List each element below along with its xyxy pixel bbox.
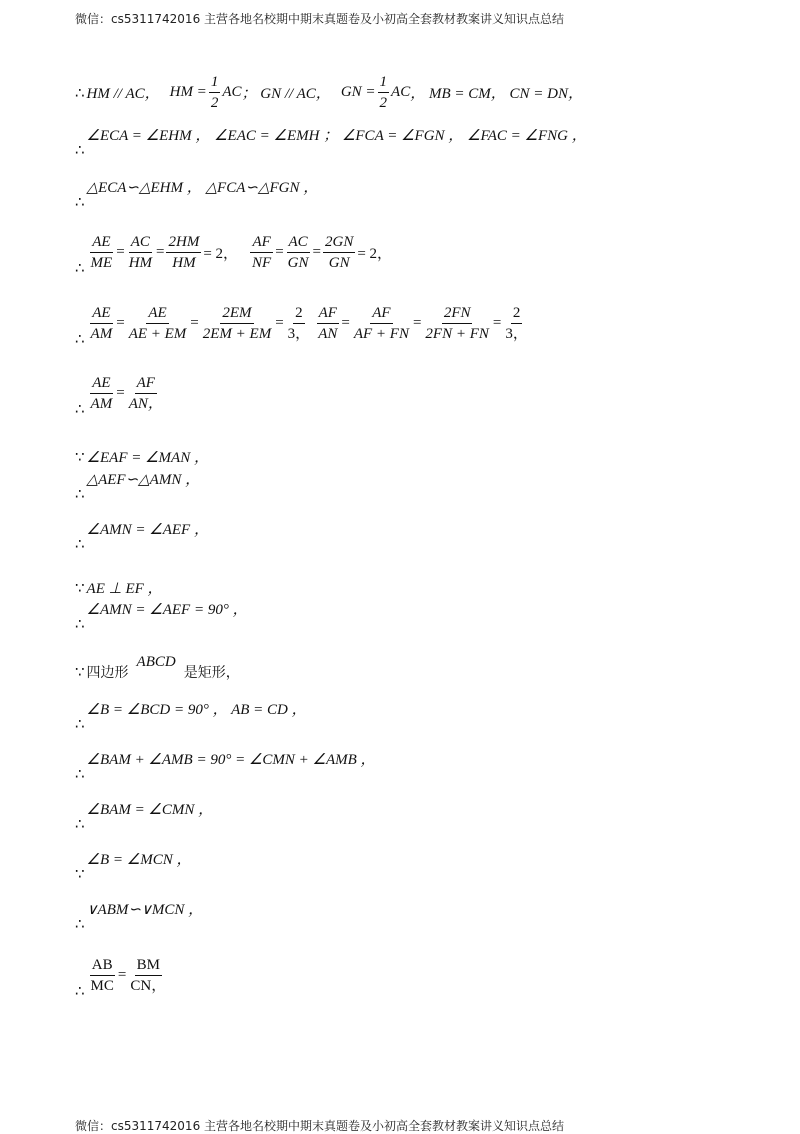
numerator: AF: [370, 303, 392, 324]
fraction: [250, 232, 273, 273]
equation: ∠AMN = ∠AEF = 90° ，: [86, 602, 248, 618]
numerator: AE: [90, 232, 112, 253]
denominator: AF + FN: [353, 326, 409, 342]
numerator: AE: [90, 373, 112, 394]
fraction: [209, 72, 221, 113]
therefore-symbol: ∴: [75, 535, 85, 553]
because-symbol: ∵: [75, 578, 85, 597]
text: 四边形: [86, 665, 129, 681]
because-symbol: ∵: [75, 663, 85, 681]
equation: ∠ECA = ∠EHM ， ∠EAC = ∠EMH ； ∠FCA = ∠FGN ， ∠FAC = ∠FNG ，: [86, 128, 587, 144]
because-symbol: ∵: [75, 865, 85, 883]
proof-line-15: [75, 802, 214, 833]
denominator: NF: [252, 255, 272, 271]
proof-line-12: [75, 653, 240, 682]
text: ； GN // AC，: [241, 86, 331, 102]
text: AC: [391, 84, 411, 100]
proof-line-7: [75, 446, 209, 467]
equation: ∨ABM∽∨MCN ，: [86, 902, 204, 918]
proof-line-16: [75, 852, 192, 883]
fraction: [127, 373, 165, 414]
text: HM // AC，: [86, 86, 160, 102]
therefore-symbol: ∴: [75, 83, 85, 102]
denominator: AN，: [128, 396, 163, 412]
proof-line-11: [75, 602, 248, 633]
numerator: 2FN: [442, 303, 473, 324]
fraction: [352, 303, 411, 344]
therefore-symbol: ∴: [75, 915, 85, 933]
equation: ∠BAM + ∠AMB = 90° = ∠CMN + ∠AMB ，: [86, 752, 376, 768]
result: = 2，: [357, 246, 393, 262]
equation: △ECA∽△EHM ， △FCA∽△FGN ，: [86, 180, 319, 196]
denominator: CN，: [130, 978, 167, 994]
numerator: AE: [146, 303, 168, 324]
numerator: 2: [511, 303, 523, 324]
therefore-symbol: ∴: [75, 765, 85, 783]
text: AC: [222, 84, 242, 100]
fraction: [378, 72, 390, 113]
therefore-symbol: ∴: [75, 141, 85, 159]
therefore-symbol: ∴: [75, 259, 85, 277]
fraction: [316, 303, 339, 344]
fraction: [323, 232, 355, 273]
denominator: GN: [328, 255, 350, 271]
proof-line-5: ∴ $\frac{AE}{AM}$ = $\frac{AE}{AE + EM}$ = $\frac{2EM}{2EM + EM}$ = $\frac{2}{3,}$ $\frac{AF}{AN}$ = $\frac{AF}{AF + FN}$ = $\frac{2FN}{2FN + FN}$ = $\frac{2}{3,}$: [75, 305, 528, 348]
result: = 2，: [203, 246, 239, 262]
numerator: 2HM: [166, 232, 201, 253]
fraction: [89, 303, 115, 344]
proof-line-18: ∴ $\frac{AB}{MC}$ = $\frac{BM}{CN,}$: [75, 957, 167, 1000]
proof-line-10: [75, 577, 163, 598]
denominator: AM: [90, 326, 113, 342]
page-footer: 微信：cs5311742016 主营各地名校期中期末真题卷及小初高全套教材教案讲义知识点总结: [75, 1119, 565, 1133]
denominator: 3，: [287, 326, 311, 342]
proof-line-4: ∴ $\frac{AE}{ME}$ = $\frac{AC}{HM}$ = $\frac{2HM}{HM}$ = 2， $\frac{AF}{NF}$ = $\frac{AC}{GN}$ = $\frac{2GN}{GN}$ = 2，: [75, 234, 393, 277]
therefore-symbol: ∴: [75, 815, 85, 833]
numerator: AF: [250, 232, 272, 253]
numerator: 2GN: [323, 232, 355, 253]
denominator: 2EM + EM: [202, 326, 272, 342]
fraction: [89, 373, 115, 414]
proof-line-2: [75, 128, 587, 159]
proof-line-13: [75, 702, 307, 733]
denominator: 2: [379, 95, 388, 111]
numerator: AC: [129, 232, 152, 253]
numerator: 1: [378, 72, 390, 93]
therefore-symbol: ∴: [75, 615, 85, 633]
numerator: 1: [209, 72, 221, 93]
numerator: 2EM: [220, 303, 253, 324]
denominator: AM: [90, 396, 113, 412]
therefore-symbol: ∴: [75, 400, 85, 418]
fraction: [127, 303, 189, 344]
therefore-symbol: ∴: [75, 715, 85, 733]
therefore-symbol: ∴: [75, 193, 85, 211]
denominator: MC: [90, 978, 114, 994]
numerator: BM: [135, 955, 162, 976]
text: GN =: [340, 84, 376, 100]
denominator: 2: [210, 95, 219, 111]
text: HM =: [169, 84, 207, 100]
equation: ∠AMN = ∠AEF ，: [86, 522, 209, 538]
fraction: [286, 303, 313, 344]
fraction: [423, 303, 490, 344]
fraction: [286, 232, 311, 273]
therefore-symbol: ∴: [75, 485, 85, 503]
denominator: 3，: [505, 326, 528, 342]
equation: △AEF∽△AMN ，: [86, 472, 201, 488]
denominator: ME: [90, 255, 113, 271]
numerator: AF: [317, 303, 339, 324]
fraction: [89, 955, 116, 996]
proof-line-6: ∴ $\frac{AE}{AM}$ = $\frac{AF}{AN,}$: [75, 375, 163, 418]
denominator: AN: [318, 326, 338, 342]
numerator: AF: [135, 373, 157, 394]
fraction: [127, 232, 154, 273]
denominator: HM: [128, 255, 153, 271]
denominator: HM: [172, 255, 196, 271]
proof-line-14: [75, 752, 376, 783]
fraction: [201, 303, 273, 344]
proof-line-8: [75, 472, 201, 503]
equation: ∠B = ∠BCD = 90° ， AB = CD ，: [86, 702, 307, 718]
fraction: [89, 232, 115, 273]
text: ， MB = CM， CN = DN，: [410, 86, 583, 102]
proof-line-3: [75, 180, 319, 211]
denominator: GN: [287, 255, 309, 271]
because-symbol: ∵: [75, 447, 85, 466]
equation: ∠B = ∠MCN ，: [86, 852, 192, 868]
fraction: [166, 232, 201, 273]
denominator: 2FN + FN: [425, 326, 489, 342]
equation: AE ⊥ EF ，: [86, 581, 163, 597]
proof-line-1: [75, 72, 583, 113]
equation: ∠EAF = ∠MAN ，: [86, 450, 209, 466]
page-header: 微信：cs5311742016 主营各地名校期中期末真题卷及小初高全套教材教案讲义知识点总结: [75, 12, 565, 26]
numerator: AC: [287, 232, 310, 253]
numerator: AB: [90, 955, 115, 976]
proof-line-17: [75, 902, 204, 933]
shape-name: ABCD: [136, 653, 176, 670]
numerator: 2: [293, 303, 305, 324]
equation: ∠BAM = ∠CMN ，: [86, 802, 214, 818]
denominator: AE + EM: [128, 326, 187, 342]
numerator: AE: [90, 303, 112, 324]
therefore-symbol: ∴: [75, 330, 85, 348]
proof-line-9: [75, 522, 209, 553]
text: 是矩形，: [183, 665, 240, 681]
fraction: [503, 303, 530, 344]
therefore-symbol: ∴: [75, 982, 85, 1000]
fraction: [128, 955, 168, 996]
